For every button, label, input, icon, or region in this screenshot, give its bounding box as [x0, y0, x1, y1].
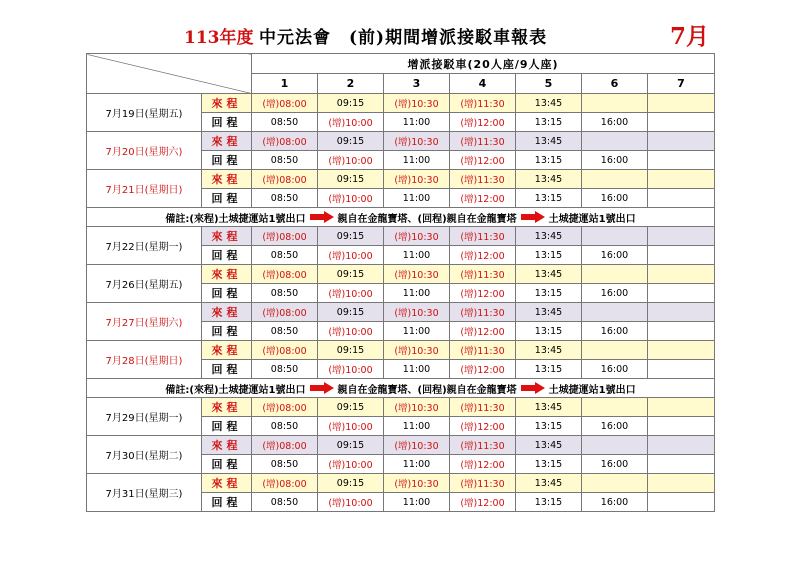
time-cell	[648, 493, 715, 512]
time-cell: 16:00	[582, 417, 648, 436]
time-cell	[648, 189, 715, 208]
time-cell: (增)10:00	[318, 322, 384, 341]
time-cell: (增)08:00	[252, 132, 318, 151]
outbound-row	[87, 170, 715, 189]
time-cell	[582, 303, 648, 322]
time-cell	[582, 341, 648, 360]
time-cell: (增)08:00	[252, 227, 318, 246]
time-cell: 08:50	[252, 322, 318, 341]
note-cell	[87, 208, 715, 227]
time-cell	[582, 474, 648, 493]
note-via: 親自在金龍寶塔、(回程)親自在金龍寶塔	[337, 384, 517, 396]
time-cell: 09:15	[318, 227, 384, 246]
time-cell: 13:15	[516, 417, 582, 436]
time-cell: 16:00	[582, 246, 648, 265]
time-cell: (增)08:00	[252, 474, 318, 493]
outbound-row	[87, 474, 715, 493]
time-cell	[648, 417, 715, 436]
title-month: 7月	[670, 23, 710, 50]
time-cell: (增)11:30	[450, 265, 516, 284]
return-label: 回程	[202, 322, 252, 341]
outbound-label: 來程	[202, 303, 252, 322]
time-cell: (增)12:00	[450, 284, 516, 303]
column-number: 2	[318, 74, 384, 94]
return-label: 回程	[202, 360, 252, 379]
report-title	[0, 18, 800, 48]
time-cell: 13:45	[516, 227, 582, 246]
time-cell: 09:15	[318, 398, 384, 417]
time-cell: (增)10:30	[384, 170, 450, 189]
time-cell: 11:00	[384, 284, 450, 303]
outbound-row	[87, 265, 715, 284]
time-cell: 16:00	[582, 360, 648, 379]
time-cell: 13:15	[516, 455, 582, 474]
time-cell: 13:15	[516, 360, 582, 379]
right-arrow-icon	[521, 382, 545, 394]
time-cell: (增)12:00	[450, 113, 516, 132]
time-cell: (增)10:00	[318, 189, 384, 208]
time-cell	[582, 227, 648, 246]
time-cell: 13:45	[516, 341, 582, 360]
return-label: 回程	[202, 455, 252, 474]
time-cell: (增)11:30	[450, 436, 516, 455]
time-cell: (增)12:00	[450, 455, 516, 474]
time-cell: 11:00	[384, 246, 450, 265]
time-cell: (增)10:30	[384, 341, 450, 360]
date-cell: 7月30日(星期二)	[87, 436, 202, 474]
time-cell: 13:15	[516, 189, 582, 208]
date-cell: 7月26日(星期五)	[87, 265, 202, 303]
time-cell	[648, 455, 715, 474]
outbound-label: 來程	[202, 341, 252, 360]
time-cell: (增)10:00	[318, 417, 384, 436]
time-cell: (增)10:30	[384, 436, 450, 455]
time-cell: (增)10:00	[318, 113, 384, 132]
time-cell	[648, 94, 715, 113]
time-cell	[648, 322, 715, 341]
date-cell: 7月21日(星期日)	[87, 170, 202, 208]
time-cell: (增)12:00	[450, 493, 516, 512]
time-cell	[582, 170, 648, 189]
time-cell: (增)10:00	[318, 360, 384, 379]
corner-cell	[87, 54, 252, 94]
time-cell	[582, 265, 648, 284]
return-label: 回程	[202, 246, 252, 265]
time-cell: 13:45	[516, 398, 582, 417]
column-number: 6	[582, 74, 648, 94]
return-label: 回程	[202, 113, 252, 132]
outbound-row	[87, 227, 715, 246]
date-cell: 7月22日(星期一)	[87, 227, 202, 265]
time-cell: (增)12:00	[450, 322, 516, 341]
schedule-body	[87, 54, 715, 512]
time-cell: 11:00	[384, 189, 450, 208]
note-to: 土城捷運站1號出口	[548, 384, 636, 396]
date-cell: 7月31日(星期三)	[87, 474, 202, 512]
time-cell: 08:50	[252, 360, 318, 379]
time-cell: (增)12:00	[450, 360, 516, 379]
time-cell: (增)08:00	[252, 436, 318, 455]
time-cell: 13:45	[516, 132, 582, 151]
time-cell: 16:00	[582, 113, 648, 132]
time-cell: 13:15	[516, 246, 582, 265]
time-cell: 13:15	[516, 322, 582, 341]
time-cell: (增)08:00	[252, 94, 318, 113]
time-cell: (增)10:30	[384, 398, 450, 417]
outbound-label: 來程	[202, 436, 252, 455]
time-cell: (增)10:30	[384, 303, 450, 322]
outbound-label: 來程	[202, 132, 252, 151]
time-cell: 09:15	[318, 170, 384, 189]
note-via: 親自在金龍寶塔、(回程)親自在金龍寶塔	[337, 213, 517, 225]
time-cell: 13:45	[516, 303, 582, 322]
note-row	[87, 208, 715, 227]
time-cell	[648, 132, 715, 151]
outbound-row	[87, 436, 715, 455]
note-from: 備註:(來程)土城捷運站1號出口	[165, 213, 306, 225]
time-cell: 08:50	[252, 284, 318, 303]
time-cell: 16:00	[582, 151, 648, 170]
time-cell	[648, 398, 715, 417]
time-cell	[648, 474, 715, 493]
return-label: 回程	[202, 417, 252, 436]
time-cell: 16:00	[582, 455, 648, 474]
time-cell	[582, 398, 648, 417]
time-cell: 08:50	[252, 493, 318, 512]
note-cell	[87, 379, 715, 398]
outbound-label: 來程	[202, 227, 252, 246]
time-cell: 13:15	[516, 493, 582, 512]
time-cell: (增)10:00	[318, 493, 384, 512]
time-cell: (增)10:00	[318, 246, 384, 265]
time-cell: 16:00	[582, 189, 648, 208]
right-arrow-icon	[310, 211, 334, 223]
time-cell: (增)12:00	[450, 246, 516, 265]
time-cell: 13:45	[516, 265, 582, 284]
time-cell: (增)12:00	[450, 189, 516, 208]
time-cell: (增)08:00	[252, 398, 318, 417]
time-cell: 13:15	[516, 151, 582, 170]
column-number: 3	[384, 74, 450, 94]
time-cell: 16:00	[582, 493, 648, 512]
time-cell	[648, 303, 715, 322]
time-cell	[648, 151, 715, 170]
time-cell: 09:15	[318, 341, 384, 360]
time-cell: (增)08:00	[252, 265, 318, 284]
date-cell: 7月20日(星期六)	[87, 132, 202, 170]
time-cell: 11:00	[384, 417, 450, 436]
right-arrow-icon	[521, 211, 545, 223]
title-year: 113年度	[184, 28, 254, 48]
outbound-row	[87, 94, 715, 113]
time-cell	[582, 436, 648, 455]
date-cell: 7月27日(星期六)	[87, 303, 202, 341]
time-cell: 13:45	[516, 94, 582, 113]
time-cell: 13:45	[516, 474, 582, 493]
outbound-row	[87, 303, 715, 322]
header-title: 增派接駁車(20人座/9人座)	[252, 54, 715, 74]
time-cell: (增)11:30	[450, 94, 516, 113]
column-number: 7	[648, 74, 715, 94]
time-cell: (增)11:30	[450, 227, 516, 246]
title-main: 中元法會 (前)期間增派接駁車報表	[259, 28, 548, 48]
date-cell: 7月28日(星期日)	[87, 341, 202, 379]
note-row	[87, 379, 715, 398]
time-cell	[648, 265, 715, 284]
time-cell: (增)10:00	[318, 151, 384, 170]
time-cell: (增)11:30	[450, 170, 516, 189]
time-cell	[648, 284, 715, 303]
column-number: 5	[516, 74, 582, 94]
column-number: 4	[450, 74, 516, 94]
return-label: 回程	[202, 284, 252, 303]
outbound-label: 來程	[202, 265, 252, 284]
outbound-row	[87, 341, 715, 360]
time-cell: 13:45	[516, 170, 582, 189]
time-cell: (增)10:30	[384, 265, 450, 284]
time-cell: (增)11:30	[450, 303, 516, 322]
time-cell: 11:00	[384, 151, 450, 170]
time-cell: 13:45	[516, 436, 582, 455]
time-cell	[648, 360, 715, 379]
time-cell: 08:50	[252, 417, 318, 436]
time-cell: (增)11:30	[450, 474, 516, 493]
time-cell: (增)10:30	[384, 474, 450, 493]
time-cell: (增)08:00	[252, 341, 318, 360]
outbound-row	[87, 132, 715, 151]
time-cell: 11:00	[384, 113, 450, 132]
time-cell: 09:15	[318, 94, 384, 113]
time-cell: 08:50	[252, 246, 318, 265]
time-cell	[582, 132, 648, 151]
time-cell: (增)11:30	[450, 341, 516, 360]
outbound-label: 來程	[202, 474, 252, 493]
time-cell: (增)08:00	[252, 170, 318, 189]
return-label: 回程	[202, 151, 252, 170]
time-cell: 13:15	[516, 284, 582, 303]
time-cell	[648, 170, 715, 189]
time-cell	[648, 113, 715, 132]
time-cell: (增)12:00	[450, 417, 516, 436]
time-cell: 09:15	[318, 132, 384, 151]
time-cell: 09:15	[318, 436, 384, 455]
time-cell	[648, 436, 715, 455]
time-cell: 08:50	[252, 113, 318, 132]
time-cell: 11:00	[384, 493, 450, 512]
time-cell: (增)11:30	[450, 132, 516, 151]
outbound-label: 來程	[202, 170, 252, 189]
time-cell: 13:15	[516, 113, 582, 132]
time-cell	[582, 94, 648, 113]
time-cell: 11:00	[384, 360, 450, 379]
time-cell: 09:15	[318, 474, 384, 493]
time-cell: (增)10:30	[384, 227, 450, 246]
time-cell: 08:50	[252, 455, 318, 474]
outbound-label: 來程	[202, 398, 252, 417]
time-cell: 11:00	[384, 322, 450, 341]
time-cell: 08:50	[252, 189, 318, 208]
time-cell: (增)11:30	[450, 398, 516, 417]
column-number: 1	[252, 74, 318, 94]
time-cell: 16:00	[582, 322, 648, 341]
time-cell	[648, 341, 715, 360]
right-arrow-icon	[310, 382, 334, 394]
schedule-table	[86, 53, 715, 512]
time-cell: (增)08:00	[252, 303, 318, 322]
date-cell: 7月19日(星期五)	[87, 94, 202, 132]
time-cell: (增)10:00	[318, 284, 384, 303]
time-cell	[648, 246, 715, 265]
time-cell: 11:00	[384, 455, 450, 474]
time-cell: 09:15	[318, 265, 384, 284]
return-label: 回程	[202, 493, 252, 512]
time-cell: 08:50	[252, 151, 318, 170]
note-from: 備註:(來程)土城捷運站1號出口	[165, 384, 306, 396]
header-row	[87, 54, 715, 74]
time-cell: 09:15	[318, 303, 384, 322]
return-label: 回程	[202, 189, 252, 208]
time-cell: (增)10:30	[384, 132, 450, 151]
time-cell: 16:00	[582, 284, 648, 303]
date-cell: 7月29日(星期一)	[87, 398, 202, 436]
time-cell: (增)10:00	[318, 455, 384, 474]
outbound-row	[87, 398, 715, 417]
time-cell: (增)10:30	[384, 94, 450, 113]
time-cell: (增)12:00	[450, 151, 516, 170]
time-cell	[648, 227, 715, 246]
outbound-label: 來程	[202, 94, 252, 113]
note-to: 土城捷運站1號出口	[548, 213, 636, 225]
